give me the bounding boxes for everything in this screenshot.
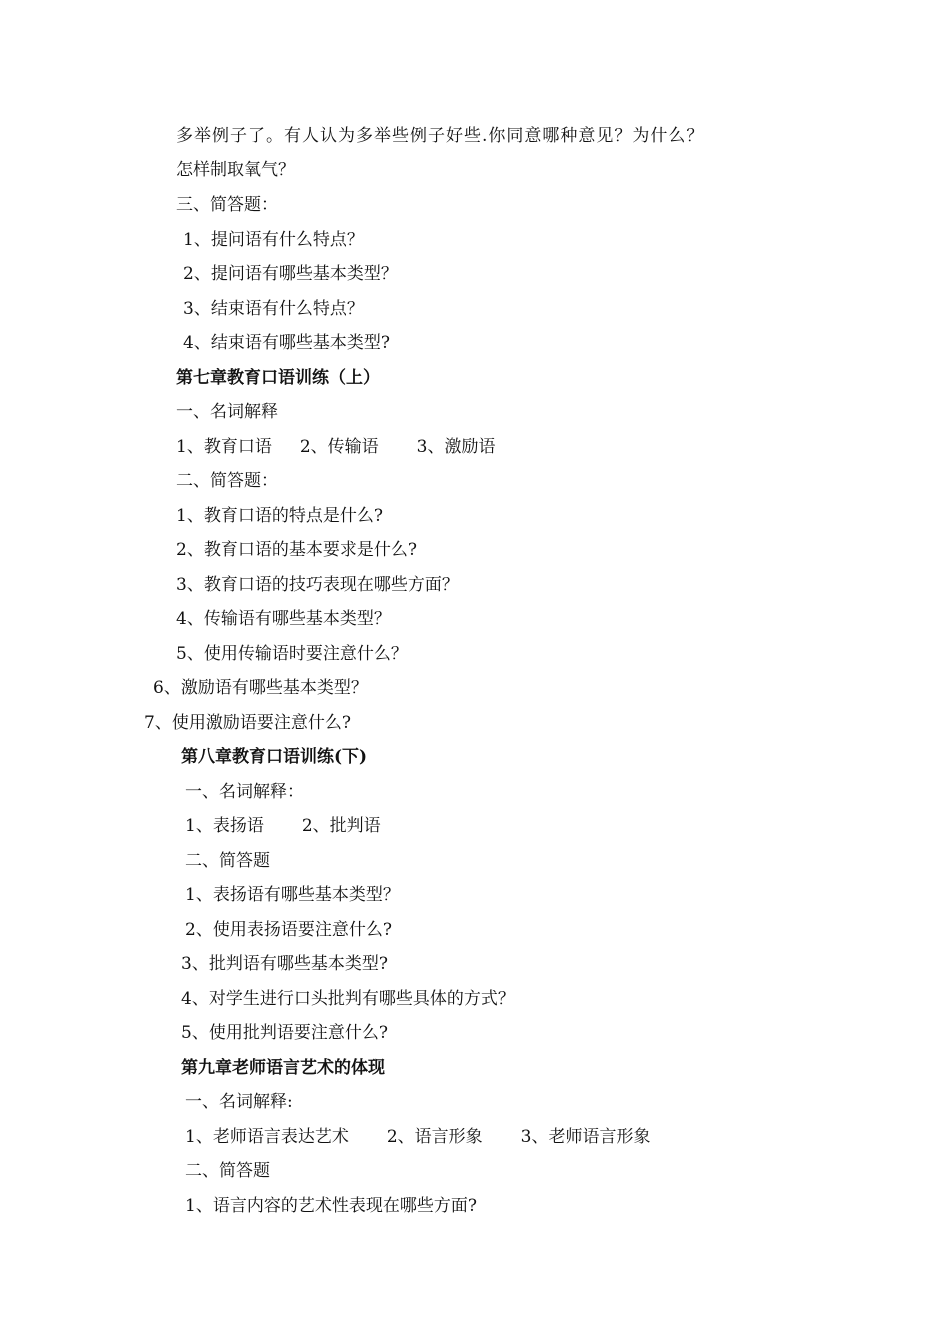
question-item: 4、结束语有哪些基本类型? [183, 333, 390, 353]
section-heading: 二、简答题 [185, 1161, 270, 1181]
term-item: 2、批判语 [301, 816, 381, 836]
term-item: 1、教育口语 [176, 437, 272, 457]
term-item: 3、老师语言形象 [520, 1127, 651, 1147]
term-item: 3、激励语 [416, 437, 496, 457]
chapter-title: 第七章教育口语训练（上） [176, 368, 380, 388]
question-item: 4、对学生进行口头批判有哪些具体的方式？ [181, 989, 515, 1009]
section-heading: 二、简答题： [176, 471, 278, 491]
question-item: 5、使用传输语时要注意什么？ [176, 644, 408, 664]
question-item: 1、教育口语的特点是什么? [176, 506, 383, 526]
section-heading: 一、名词解释: [185, 1092, 293, 1112]
term-list [185, 1126, 650, 1148]
term-item: 2、传输语 [299, 437, 379, 457]
term-list [176, 436, 495, 458]
section-heading: 一、名词解释 [176, 402, 278, 422]
question-item: 3、结束语有什么特点？ [183, 299, 364, 319]
question-item: 1、语言内容的艺术性表现在哪些方面? [185, 1196, 477, 1216]
section-heading: 一、名词解释： [185, 782, 304, 802]
section-heading: 三、简答题： [176, 195, 278, 215]
section-heading: 二、简答题 [185, 851, 270, 871]
text-line: 怎样制取氧气？ [176, 160, 295, 180]
question-item: 3、教育口语的技巧表现在哪些方面？ [176, 575, 459, 595]
term-item: 1、表扬语 [185, 816, 264, 836]
chapter-title: 第九章老师语言艺术的体现 [181, 1058, 385, 1078]
term-item: 2、语言形象 [386, 1127, 483, 1147]
question-item: 2、使用表扬语要注意什么? [185, 920, 392, 940]
term-list [185, 815, 381, 837]
question-item: 4、传输语有哪些基本类型？ [176, 609, 391, 629]
question-item: 5、使用批判语要注意什么? [181, 1023, 388, 1043]
question-item: 1、表扬语有哪些基本类型？ [185, 885, 400, 905]
question-item: 2、教育口语的基本要求是什么? [176, 540, 417, 560]
question-item: 7、使用激励语要注意什么? [144, 713, 351, 733]
question-item: 2、提问语有哪些基本类型？ [183, 264, 398, 284]
question-item: 6、激励语有哪些基本类型？ [153, 678, 368, 698]
chapter-title: 第八章教育口语训练(下) [181, 747, 368, 767]
question-item: 1、提问语有什么特点？ [183, 230, 364, 250]
term-item: 1、老师语言表达艺术 [185, 1127, 349, 1147]
question-item: 3、批判语有哪些基本类型? [181, 954, 388, 974]
text-line: 多举例子了。有人认为多举些例子好些.你同意哪种意见？为什么？ [176, 126, 705, 146]
